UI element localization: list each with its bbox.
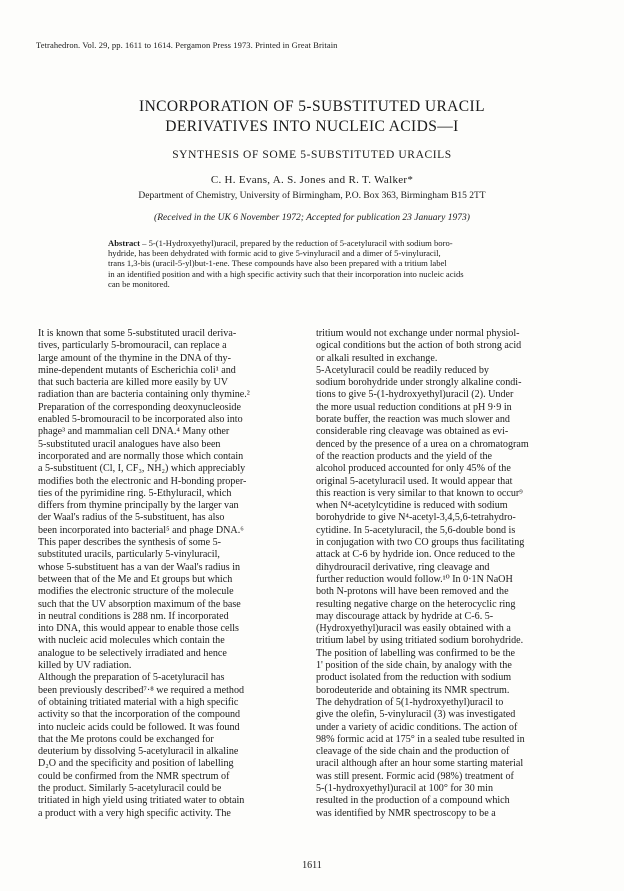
body-text-line: radiation than are bacteria containing only thymine.² — [38, 389, 250, 401]
body-column-right — [316, 328, 586, 820]
body-text-line: into DNA, this would appear to enable those cells — [38, 623, 239, 635]
body-text-line: activity so that the incorporation of the compound — [38, 709, 241, 721]
body-text-line: 98% formic acid at 175° in a sealed tube resulted in — [316, 733, 525, 745]
body-text-line: This paper describes the synthesis of some 5- — [38, 537, 222, 549]
body-text-line: in conjugation with two CO groups thus facilitating — [316, 537, 525, 549]
abstract-line: trans 1,3-bis (uracil-5-yl)but-1-ene. These compounds have also been prepared with a tritium label — [108, 258, 447, 269]
body-text-line: that the Me protons could be exchanged for — [38, 733, 214, 745]
body-text-line: modifies the electronic structure of the molecule — [38, 586, 234, 598]
body-text-line: both N-protons will have been removed and the — [316, 586, 509, 598]
body-text-line: into nucleic acids could be followed. It was found — [38, 721, 240, 733]
author-list: C. H. Evans, A. S. Jones and R. T. Walker* — [210, 174, 414, 186]
body-text-line: killed by UV radiation. — [38, 660, 132, 672]
body-text-line: a product with a very high specific activity. The — [38, 807, 231, 819]
abstract-line-text: – 5-(1-Hydroxyethyl)uracil, prepared by the reduction of 5-acetyluracil with sodium boro- — [139, 238, 453, 248]
body-text-line: D₂O and the specificity and position of labelling — [38, 758, 234, 770]
body-text-line: Although the preparation of 5-acetyluracil has — [38, 672, 225, 684]
abstract-line: in an identified position and with a high specific activity such that their incorporation into nucleic acids — [108, 268, 464, 279]
body-text-line: tritium would not exchange under normal physiol- — [316, 328, 520, 339]
body-text-line: of the reaction products and the yield of the — [316, 450, 493, 462]
body-text-line: was still present. Formic acid (98%) treatment of — [316, 770, 514, 782]
body-text-line: uracil although after an hour some starting material — [316, 758, 524, 770]
body-text-line: been incorporated into bacterial⁵ and phage DNA.⁶ — [38, 524, 244, 536]
body-text-line: with nucleic acid molecules which contain the — [38, 635, 225, 647]
author-affiliation: Department of Chemistry, University of Birmingham, P.O. Box 363, Birmingham B15 2TT — [138, 191, 486, 201]
body-text-line: The position of labelling was confirmed to be the — [316, 647, 516, 659]
body-text-line: such that the UV absorption maximum of the base — [38, 598, 241, 610]
body-text-line: large amount of the thymine in the DNA of thy- — [38, 352, 231, 364]
running-head: Tetrahedron. Vol. 29, pp. 1611 to 1614. Pergamon Press 1973. Printed in Great Britain — [36, 40, 338, 50]
body-text-line: analogue to be selectively irradiated and hence — [38, 647, 227, 659]
body-text-line: original 5-acetyluracil used. It would appear that — [316, 475, 513, 487]
body-text-line: further reduction would follow.¹⁰ In 0·1N NaOH — [316, 573, 513, 585]
abstract — [108, 238, 513, 289]
body-text-line: dihydrouracil derivative, ring cleavage and — [316, 561, 490, 573]
body-text-line: borate buffer, the reaction was much slower and — [316, 414, 510, 426]
body-text-line: cytidine. In 5-acetyluracil, the 5,6-double bond is — [316, 524, 516, 536]
body-text-line: 5-substituted uracil analogues have also been — [38, 438, 221, 450]
body-text-line: (Hydroxyethyl)uracil was easily obtained with a — [316, 623, 511, 635]
body-text-line: in neutral conditions is 288 nm. If incorporated — [38, 610, 229, 622]
body-text-line: enabled 5-bromouracil to be incorporated also into — [38, 414, 243, 426]
body-text-line: may discourage attack by hydride at C-6. 5- — [316, 610, 494, 622]
page-number: 1611 — [302, 860, 322, 871]
body-text-line: under a variety of acidic conditions. The action of — [316, 721, 518, 733]
body-text-line: a 5-substituent (Cl, I, CF₃, NH₂) which appreciably — [38, 463, 246, 475]
body-text-line: borodeuteride and obtaining its NMR spectrum. — [316, 684, 510, 696]
body-text-line: ties of the pyrimidine ring. 5-Ethyluracil, which — [38, 487, 232, 499]
body-text-line: or alkali resulted in exchange. — [316, 352, 438, 364]
body-text-line: tritium label by using tritiated sodium borohydride. — [316, 635, 524, 647]
body-text-line: alcohol produced accounted for only 45% of the — [316, 463, 511, 475]
body-text-line: incorporated and are normally those which contain — [38, 450, 244, 462]
body-text-line: of obtaining tritiated material with a high specific — [38, 696, 239, 708]
article-title-line-2: DERIVATIVES INTO NUCLEIC ACIDS—I — [165, 118, 459, 135]
body-text-line: borohydride to give N⁴-acetyl-3,4,5,6-tetrahydro- — [316, 512, 516, 524]
body-text-line: 1' position of the side chain, by analogy with the — [316, 660, 512, 672]
body-text-line: resulted in the production of a compound which — [316, 795, 510, 807]
received-dates: (Received in the UK 6 November 1972; Accepted for publication 23 January 1973) — [154, 213, 470, 223]
body-text-line: deuterium by dissolving 5-acetyluracil in alkaline — [38, 746, 239, 758]
abstract-line: can be monitored. — [108, 278, 170, 289]
body-text-line: tritiated in high yield using tritiated water to obtain — [38, 795, 245, 807]
body-column-left — [38, 328, 308, 820]
body-text-line: the more usual reduction conditions at pH 9·9 in — [316, 401, 512, 413]
body-text-line: resulting negative charge on the heterocyclic ring — [316, 598, 516, 610]
abstract-line: hydride, has been dehydrated with formic acid to give 5-vinyluracil and a dimer of 5-vinyluracil, — [108, 248, 441, 259]
body-text-line: sodium borohydride under strongly alkaline condi- — [316, 377, 522, 389]
body-text-line: 5-Acetyluracil could be readily reduced by — [316, 364, 489, 376]
body-text-line: between that of the Me and Et groups but which — [38, 573, 233, 585]
body-text-line: been previously described⁷·⁸ we required a method — [38, 684, 245, 696]
body-text-line: The dehydration of 5(1-hydroxyethyl)uracil to — [316, 696, 504, 708]
body-text-line: tives, particularly 5-bromouracil, can replace a — [38, 340, 227, 352]
body-text-line: considerable ring cleavage was obtained as evi- — [316, 426, 509, 438]
body-text-line: that such bacteria are killed more easily by UV — [38, 377, 229, 389]
abstract-label: Abstract — [108, 238, 140, 248]
article-title-line-1: INCORPORATION OF 5-SUBSTITUTED URACIL — [139, 98, 485, 115]
body-text-line: mine-dependent mutants of Escherichia coli¹ and — [38, 364, 236, 376]
body-text-line: could be confirmed from the NMR spectrum of — [38, 770, 230, 782]
body-text-line: der Waal's radius of the 5-substituent, has also — [38, 512, 225, 524]
body-text-line: was identified by NMR spectroscopy to be a — [316, 807, 496, 819]
body-text-line: product isolated from the reduction with sodium — [316, 672, 512, 684]
body-text-line: substituted uracils, particularly 5-vinyluracil, — [38, 549, 220, 561]
body-text-line: differs from thymine principally by the larger van — [38, 500, 239, 512]
body-text-line: the product. Similarly 5-acetyluracil could be — [38, 782, 222, 794]
body-text-line: when N⁴-acetylcytidine is reduced with sodium — [316, 500, 508, 512]
body-text-line: Preparation of the corresponding deoxynucleoside — [38, 401, 241, 413]
body-text-line: It is known that some 5-substituted uracil deriva- — [38, 328, 237, 339]
body-text-line: attack at C-6 by hydride ion. Once reduced to the — [316, 549, 516, 561]
body-text-line: cleavage of the side chain and the production of — [316, 746, 510, 758]
body-text-line: ogical conditions but the action of both strong acid — [316, 340, 522, 352]
body-text-line: phage³ and mammalian cell DNA.⁴ Many other — [38, 426, 230, 438]
body-text-line: modifies both the electronic and H-bonding proper- — [38, 475, 247, 487]
body-text-line: 5-(1-hydroxyethyl)uracil at 100° for 30 min — [316, 782, 493, 794]
body-text-line: whose 5-substituent has a van der Waal's radius in — [38, 561, 241, 573]
body-text-line: give the olefin, 5-vinyluracil (3) was investigated — [316, 709, 516, 721]
body-text-line: tions to give 5-(1-hydroxyethyl)uracil (2). Under — [316, 389, 514, 401]
article-subtitle: SYNTHESIS OF SOME 5-SUBSTITUTED URACILS — [172, 149, 452, 161]
body-text-line: this reaction is very similar to that known to occur⁹ — [316, 487, 523, 499]
body-text-line: denced by the presence of a urea on a chromatogram — [316, 438, 529, 450]
abstract-line — [108, 238, 513, 248]
